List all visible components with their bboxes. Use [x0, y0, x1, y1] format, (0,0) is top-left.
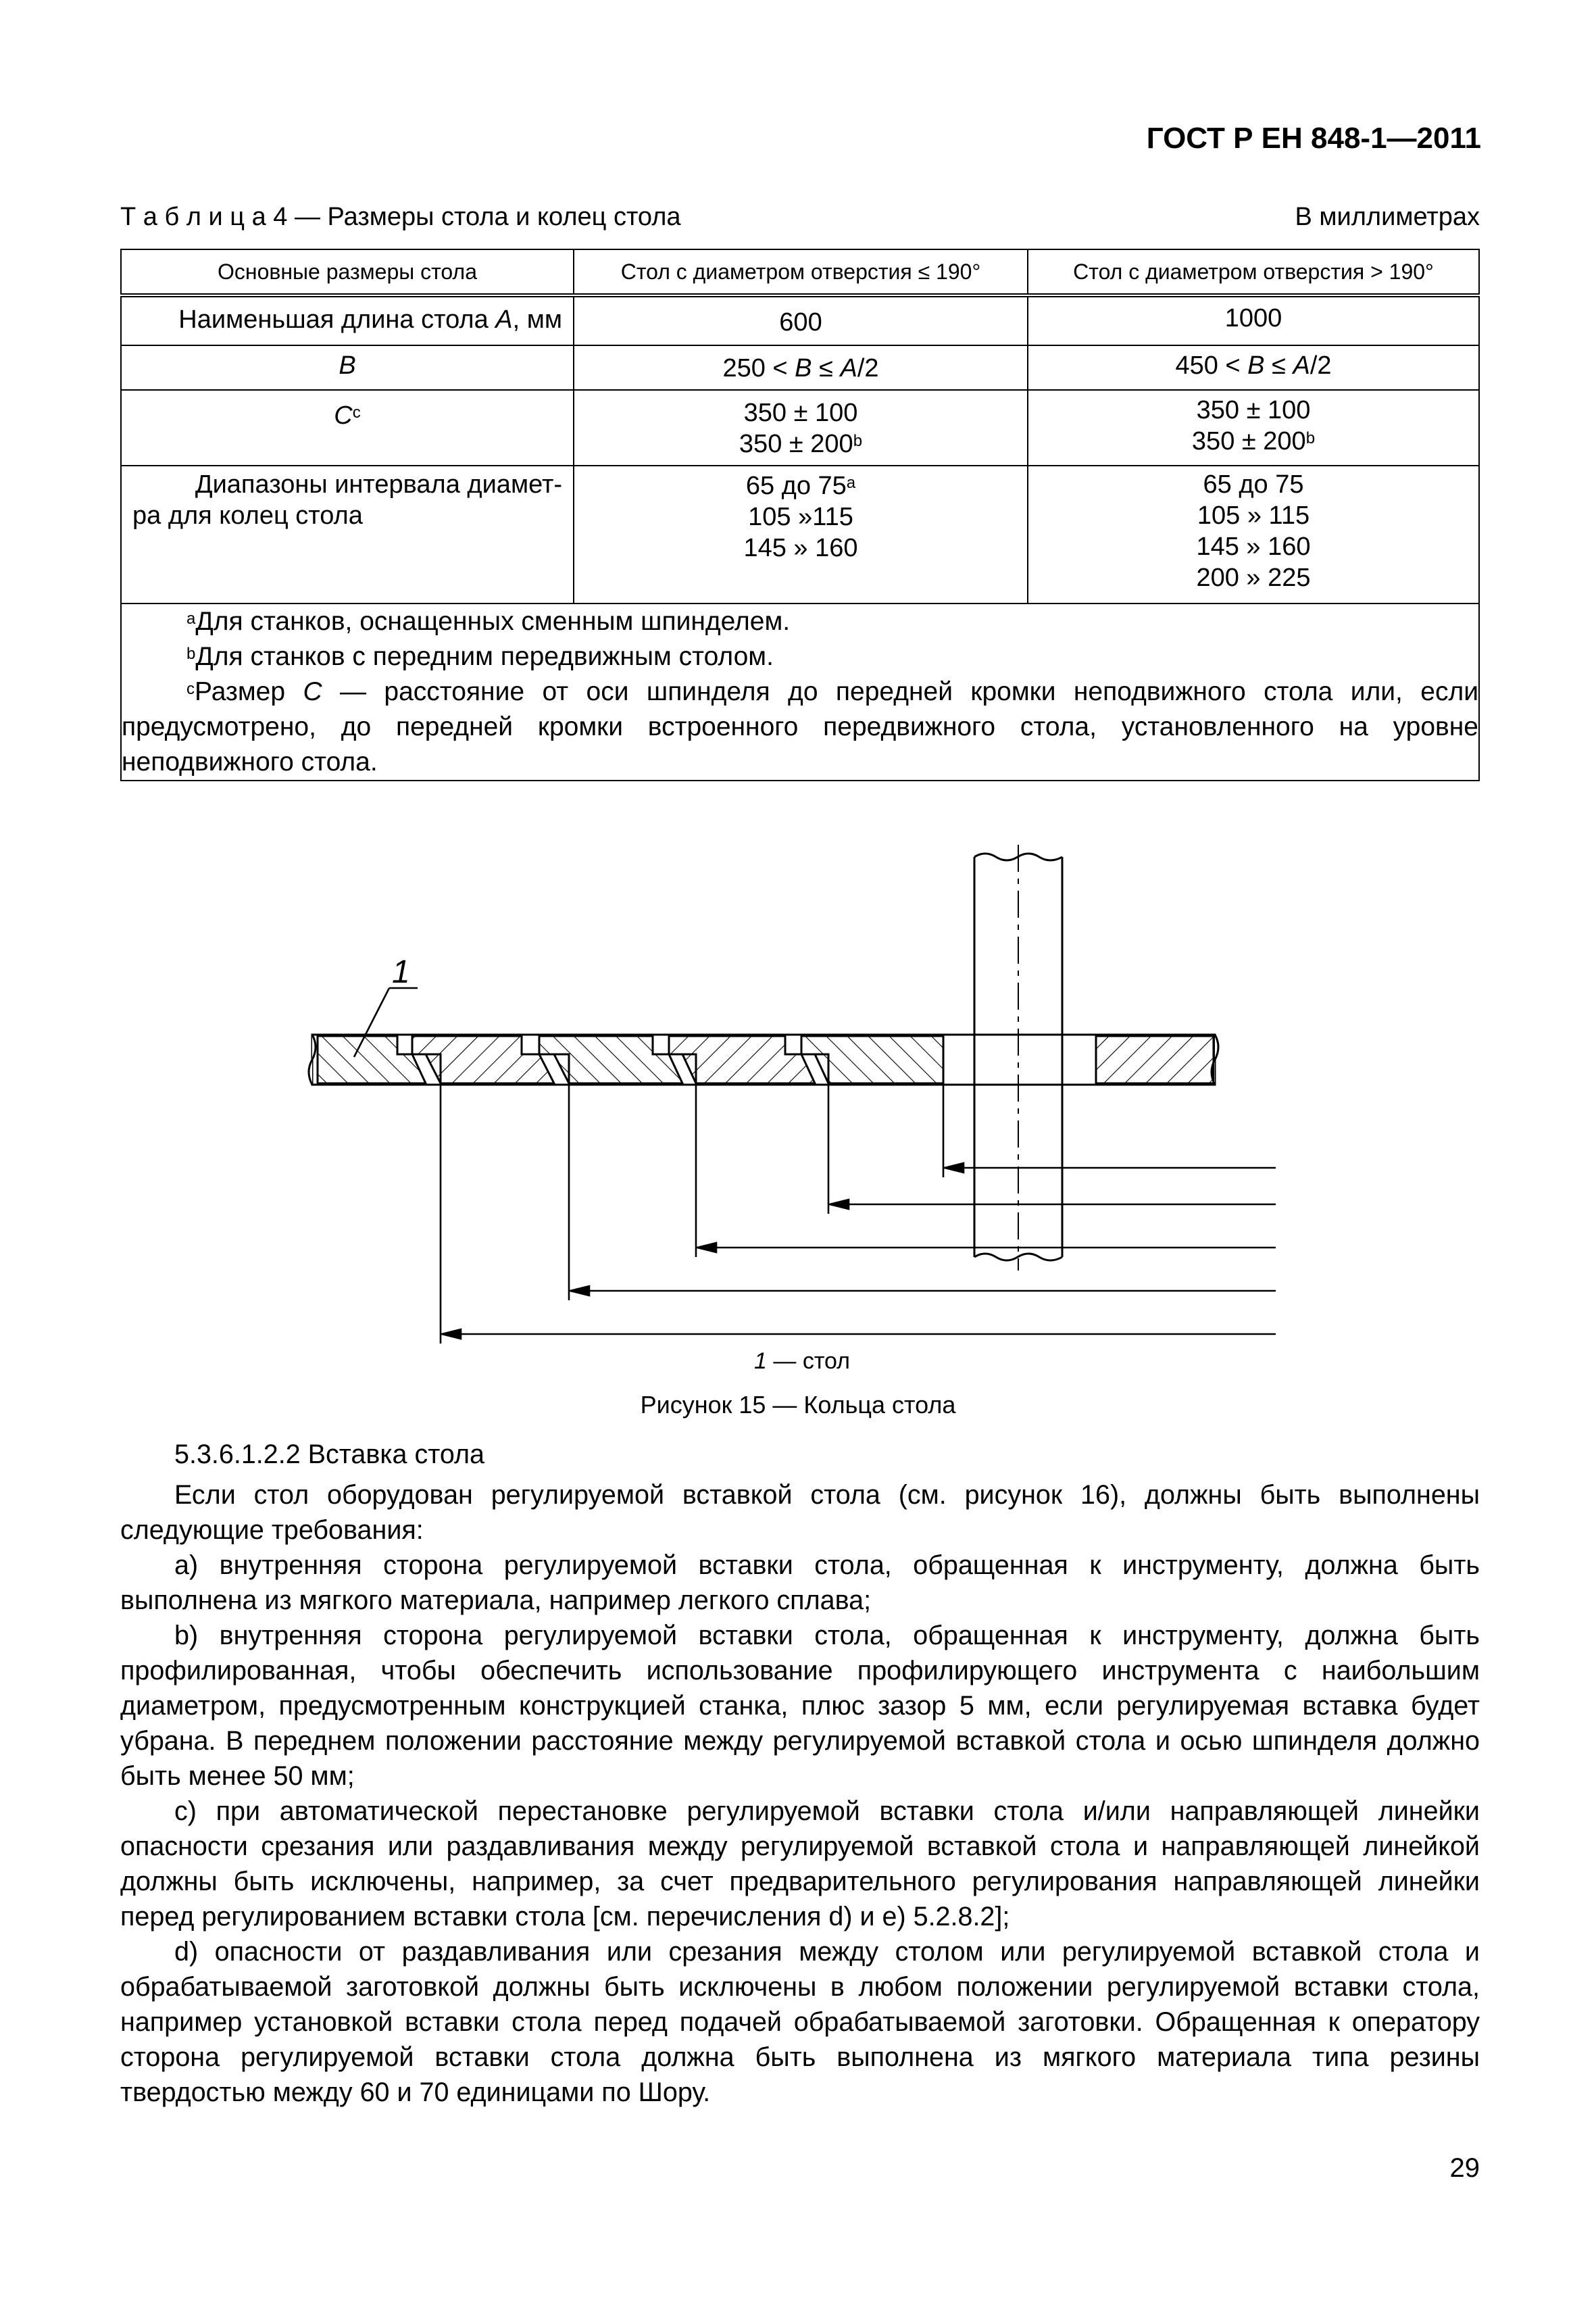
table-caption: Т а б л и ц а 4 — Размеры стола и колец стола [120, 203, 681, 231]
section-heading: 5.3.6.1.2.2 Вставка стола [174, 1439, 484, 1469]
cell-a-col2: 600 [779, 308, 822, 337]
standard-designation: ГОСТ Р ЕН 848-1—2011 [1146, 122, 1481, 155]
cell-b-col3: 450 < B ≤ A/2 [1175, 351, 1332, 380]
paragraph: b) внутренняя сторона регулируемой вставки стола, обращенная к инструменту, должна быть профилированная, чтобы обеспечить использование профилирующего инструмента с наибольшим диаметром, предусмотренным конструкцией станка, плюс зазор 5 мм, если регулируемая вставка будет убрана. В переднем положении расстояние между регулируемой вставкой стола и осью шпинделя должно быть менее 50 мм; [120, 1621, 1480, 1791]
table-section-drawing [309, 1035, 1218, 1085]
cell-d-label: Диапазоны интервала диамет- ра для колец стола [132, 470, 562, 530]
paragraph: d) опасности от раздавливания или срезания между столом или регулируемой вставкой стола и обрабатываемой заготовкой должны быть исключены в любом положении регулируемой вставки стола, например установкой вставки стола перед подачей обрабатываемой заготовки. Обращенная к оператору сторона регулируемой вставки стола должна быть выполнена из мягкого материала типа резины твердостью между 60 и 70 единицами по Шору. [120, 1937, 1480, 2107]
cell-b-col2: 250 < B ≤ A/2 [722, 354, 879, 383]
col-header-bore-gt-190: Стол с диаметром отверстия > 190° [1028, 249, 1479, 295]
table-row-ring-ranges [121, 466, 1479, 604]
paragraph: Если стол оборудован регулируемой вставкой стола (см. рисунок 16), должны быть выполнены следующие требования: [120, 1480, 1480, 1545]
paragraph: a) внутренняя сторона регулируемой вставки стола, обращенная к инструменту, должна быть выполнена из мягкого материала, например легкого сплава; [120, 1550, 1480, 1615]
note-b: $^b$Для станков с передним передвижным столом. [186, 642, 774, 671]
figure-table-rings [0, 838, 1596, 1345]
paragraph: c) при автоматической перестановке регулируемой вставки стола и/или направляющей линейки опасности срезания или раздавливания между регулируемой вставкой стола и направляющей линейкой должны быть исключены, например, за счет предварительного регулирования направляющей линейки перед регулированием вставки стола [см. перечисления d) и e) 5.2.8.2]; [120, 1796, 1480, 1931]
figure-caption: Рисунок 15 — Кольца стола [640, 1391, 956, 1419]
spindle-drawing [974, 845, 1062, 1271]
col-header-main-dimensions: Основные размеры стола [121, 249, 574, 295]
dimension-lines [441, 1085, 1276, 1344]
cell-d-col3: 65 до 75 105 » 115 145 » 160 200 » 225 [1196, 470, 1311, 592]
note-c: $^c$Размер C — расстояние от оси шпинделя до передней кромки неподвижного стола или, если предусмотрено, до передней кромки встроенного передвижного стола, установленного на уровне неподвижного стола. [122, 677, 1478, 777]
table-dimensions [120, 249, 1480, 781]
cell-d-col2: 65 до 75$^a$ 105 »115 145 » 160 [743, 472, 858, 562]
callout-1: 1 [392, 954, 410, 990]
cell-c-label: $C^c$ [334, 401, 361, 430]
table-notes-row [121, 604, 1479, 781]
cell-b-label: B [339, 351, 356, 380]
note-a: $^a$Для станков, оснащенных сменным шпинделем. [186, 607, 791, 636]
cell-a-col3: 1000 [1224, 304, 1282, 333]
page-number: 29 [1449, 2153, 1480, 2183]
table-row-b [121, 345, 1479, 390]
table-row-c [121, 390, 1479, 466]
table-header-row [121, 249, 1479, 295]
col-header-bore-le-190: Стол с диаметром отверстия ≤ 190° [574, 249, 1028, 295]
cell-c-col2: 350 ± 100 $350 \pm 200^b$ [739, 399, 863, 458]
figure-legend: 1 — стол [754, 1348, 851, 1374]
cell-c-col3: 350 ± 100 $350 \pm 200^b$ [1191, 396, 1316, 456]
table-units: В миллиметрах [1295, 203, 1480, 231]
section-body [120, 1477, 1480, 2110]
table-row-length-a: Наименьшая длина стола A, мм 600 1000 [121, 295, 1479, 345]
